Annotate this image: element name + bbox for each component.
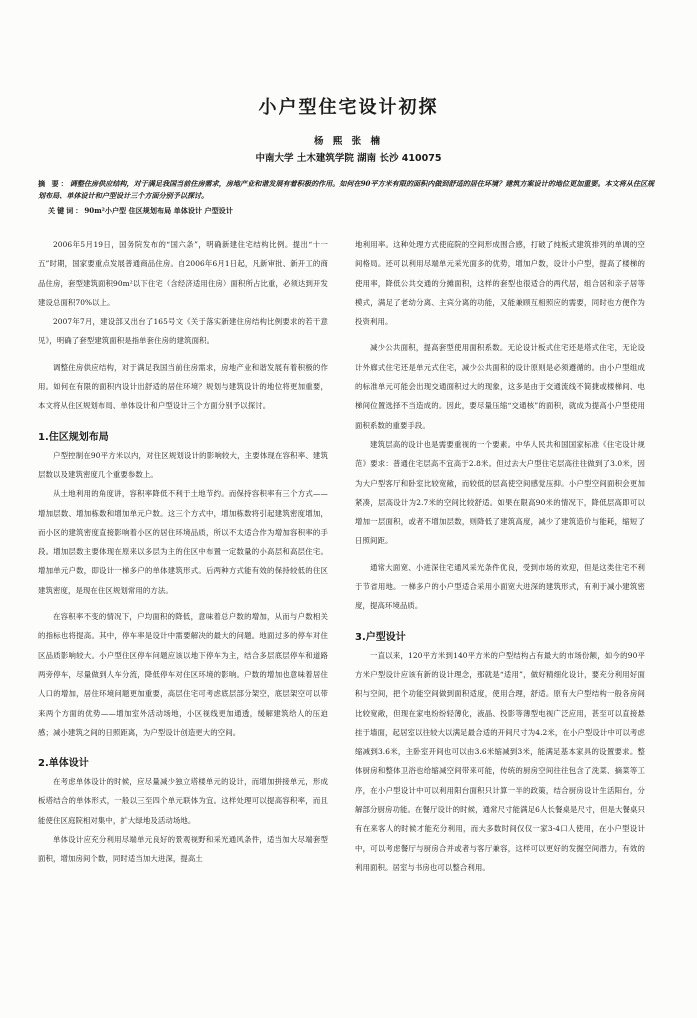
section-heading-3: 3.户型设计 — [355, 631, 406, 643]
keywords-text: 90m²小户型 住区规划布局 单体设计 户型设计 — [84, 206, 233, 215]
paragraph: 调整住房供应结构，对于满足我国当前住房需求，房地产业和谐发展有着积极的作用。如何在有限的面积内设计出舒适的居住环境？规划与建筑设计的地位将更加重要，本文将从住区规划布局、单体设计和户型设计三个方面分别予以探讨。 — [38, 362, 328, 411]
paper-authors: 杨 熙 张 楠 — [314, 136, 383, 147]
paragraph: 2006年5月19日，国务院发布的“国六条”，明确新建住宅结构比例。提出“十一五”时期，国家要重点发展普通商品住房。自2006年6月1日起，凡新审批、新开工的商品住房，套型建筑面积90m²以下住宅（含经济适用住房）面积所占比重，必须达到开发建设总面积70%以上。 — [38, 240, 328, 307]
paper-title: 小户型住宅设计初探 — [258, 97, 439, 118]
paragraph: 通常大面宽、小进深住宅通风采光条件优良，受到市场的欢迎，但是这类住宅不利于节省用地。一梯多户的小户型适合采用小面宽大进深的建筑形式，有利于减小建筑密度，提高环境品质。 — [355, 562, 645, 611]
paragraph: 从土地利用的角度讲，容积率降低不利于土地节约。而保持容积率有三个方式——增加层数、增加栋数和增加单元户数。这三个方式中，增加栋数将引起建筑密度增加，而小区的建筑密度直接影响着小区的居住环境品质，所以不太适合作为增加容积率的手段。增加层数主要体现在原来以多层为主的住区中布置一定数量的小高层和高层住宅。增加单元户数，即设计一梯多户的单体建筑形式。后两种方式能有效的保持较低的住区建筑密度，是现在住区规划常用的方法。 — [38, 489, 328, 595]
paragraph: 在容积率不变的情况下，户均面积的降低，意味着总户数的增加，从而与户数相关的指标也将提高。其中，停车率是设计中需要解决的最大的问题。地面过多的停车对住区品质影响较大。小户型住区停车问题应该以地下停车为主，结合多层底层停车和道路两旁停车，尽量做到人车分流，降低停车对住区环境的影响。户数的增加也意味着居住人口的增加，居住环境问题更加重要，高层住宅可考虑底层部分架空，底层架空可以带来两个方面的优势——增加室外活动场地，小区视线更加通透，缓解建筑给人的压迫感；减小建筑之间的日照距离，为户型设计创造更大的空间。 — [38, 612, 328, 737]
keywords-label: 关键词： — [48, 206, 85, 215]
paragraph: 地利用率。这种处理方式使庭院的空间形成围合感，打破了纯板式建筑排列的单调的空间格局。还可以利用尽端单元采光面多的优势，增加户数，设计小户型，提高了楼梯的使用率，降低公共交通的分摊面积，这样的套型也很适合的两代居，组合居和亲子居等模式，满足了老幼分离、主宾分离的功能，又能兼顾互相照应的需要，同时也方便作为投资利用。 — [355, 240, 645, 327]
paragraph: 在考虑单体设计的时候，应尽量减少独立塔楼单元的设计，而增加拼接单元，形成板塔结合的单体形式，一般以三至四个单元联体为宜。这样处理可以提高容积率，而且能使住区庭院相对集中，扩大绿地及活动场地。 — [38, 777, 328, 825]
keywords — [48, 205, 648, 217]
paragraph: 建筑层高的设计也是需要重视的一个要素。中华人民共和国国家标准《住宅设计规范》要求：普通住宅层高不宜高于2.8米。但过去大户型住宅层高往往做到了3.0米，因为大户型客厅和卧室比较宽敞，而较低的层高使空间感觉压抑。小户型空间面积会更加紧凑，层高设计为2.7米的空间比较舒适。如果在限高90米的情况下，降低层高即可以增加一层面积，或者不增加层数，则降低了建筑高度，减少了建筑造价与能耗，缩短了日照间距。 — [355, 439, 645, 546]
paper-affiliation: 中南大学 土木建筑学院 湖南 长沙 410075 — [255, 153, 442, 164]
paragraph: 2007年7月，建设部又出台了165号文《关于落实新建住房结构比例要求的若干意见》，明确了套型建筑面积是指单套住房的建筑面积。 — [38, 317, 328, 346]
right-column — [355, 235, 645, 877]
paragraph: 单体设计应充分利用尽端单元良好的景观视野和采光通风条件，适当加大尽端套型面积，增加房间个数，同时适当加大进深，提高土 — [38, 835, 328, 864]
section-heading-2: 2.单体设计 — [38, 758, 89, 770]
left-column — [38, 235, 328, 869]
abstract-text: 调整住房供应结构，对于满足我国当前住房需求，房地产业和谐发展有着积极的作用。如何在90平方米有限的面积内做到舒适的居住环境？建筑方案设计的地位更加重要。本文将从住区规划布局、单体设计和户型设计三个方面分别予以探讨。 — [38, 179, 655, 200]
abstract-label: 摘 要： — [38, 179, 70, 188]
section-heading-1: 1.住区规划布局 — [38, 431, 109, 443]
paragraph: 户型控制在90平方米以内，对住区规划设计的影响较大，主要体现在容积率、建筑层数以及建筑密度几个重要参数上。 — [38, 450, 328, 479]
abstract — [38, 178, 656, 202]
paragraph: 一直以来，120平方米到140平方米的户型结构占有最大的市场份额，如今的90平方米户型设计应该有新的设计理念，那就是“适用”，做好精细化设计，要充分利用好面积与空间，把个功能空间做到面积适度，使用合理，舒适。原有大户型结构一般各房间比较宽敞，但现在家电纷纷轻薄化，液晶、投影等薄型电视广泛应用，甚至可以直接悬挂于墙面，起居室以往较大以满足最合适的开间尺寸为4.2米，在小户型设计中可以考虑缩减到3.6米，主卧室开间也可以由3.6米缩减到3米，能满足基本家具的设置要求。整体厨房和整体卫浴也给缩减空间带来可能，传统的厨房空间往往包含了洗菜、摘菜等工序，在小户型设计中可以利用阳台面积只计算一半的政策，结合厨房设计生活阳台，分解部分厨房功能。在餐厅设计的时候，通常尺寸能满足6人长餐桌是尺寸，但是大餐桌只有在来客人的时候才能充分利用，而大多数时间仅仅一家3-4口人使用，在小户型设计中，可以考虑餐厅与厨房合并或者与客厅兼容，这样可以更好的发掘空间潜力，有效的利用面积。居室与书房也可以整合利用。 — [355, 650, 645, 872]
paragraph: 减少公共面积，提高套型使用面积系数。无论设计板式住宅还是塔式住宅，无论设计外廊式住宅还是单元式住宅，减少公共面积的设计原则是必须遵循的。由小户型组成的标准单元可能会出现交通面积过大的现象，这多是由于交通流线不简捷或楼梯间、电梯间位置选择不当造成的。因此，要尽量压缩“交通核”的面积，就成为提高小户型使用面积系数的重要手段。 — [355, 343, 645, 430]
